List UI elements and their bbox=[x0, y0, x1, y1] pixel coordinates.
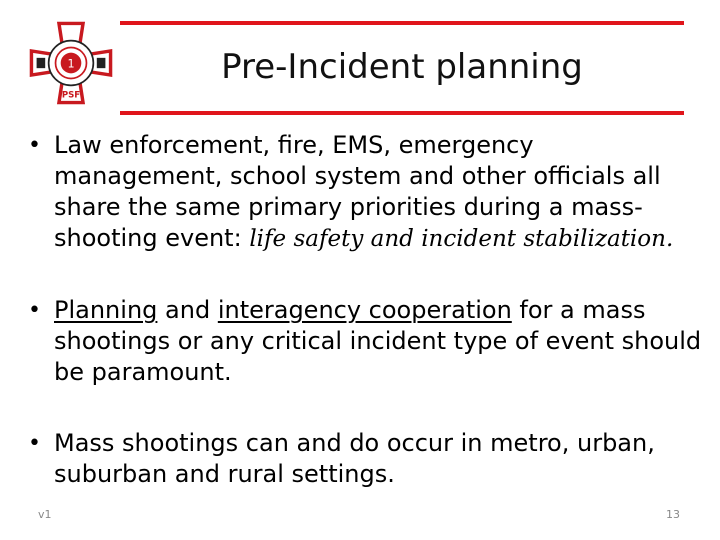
underlined-term: Planning bbox=[54, 296, 158, 324]
bullet-emphasis: life safety and incident stabilization. bbox=[249, 226, 674, 252]
title-rule-bottom bbox=[120, 111, 684, 115]
svg-text:PSF: PSF bbox=[61, 90, 81, 101]
bullet-item bbox=[28, 428, 708, 490]
bullet-list bbox=[28, 130, 708, 490]
bullet-item bbox=[28, 295, 708, 388]
page-title: Pre-Incident planning bbox=[221, 47, 583, 87]
bullet-text: and bbox=[157, 296, 218, 324]
bullet-dot-icon: • bbox=[28, 298, 41, 323]
page-number: 13 bbox=[666, 508, 680, 521]
bullet-dot-icon: • bbox=[28, 133, 41, 158]
bullet-text: Mass shootings can and do occur in metro, urban, suburban and rural settings. bbox=[54, 429, 655, 488]
bullet-text: for a mass shootings or any critical incident type of event should be paramount. bbox=[54, 296, 702, 386]
version-label: v1 bbox=[38, 508, 52, 521]
fire-department-logo bbox=[28, 20, 114, 106]
svg-text:1: 1 bbox=[67, 57, 75, 71]
bullet-dot-icon: • bbox=[28, 431, 41, 456]
underlined-term: interagency cooperation bbox=[217, 296, 512, 324]
bullet-item bbox=[28, 130, 708, 255]
bullet-text: Law enforcement, fire, EMS, emergency management, school system and other officials all share the same primary priorities during a mass-shooting event: bbox=[54, 131, 661, 252]
title-rule-top bbox=[120, 21, 684, 25]
